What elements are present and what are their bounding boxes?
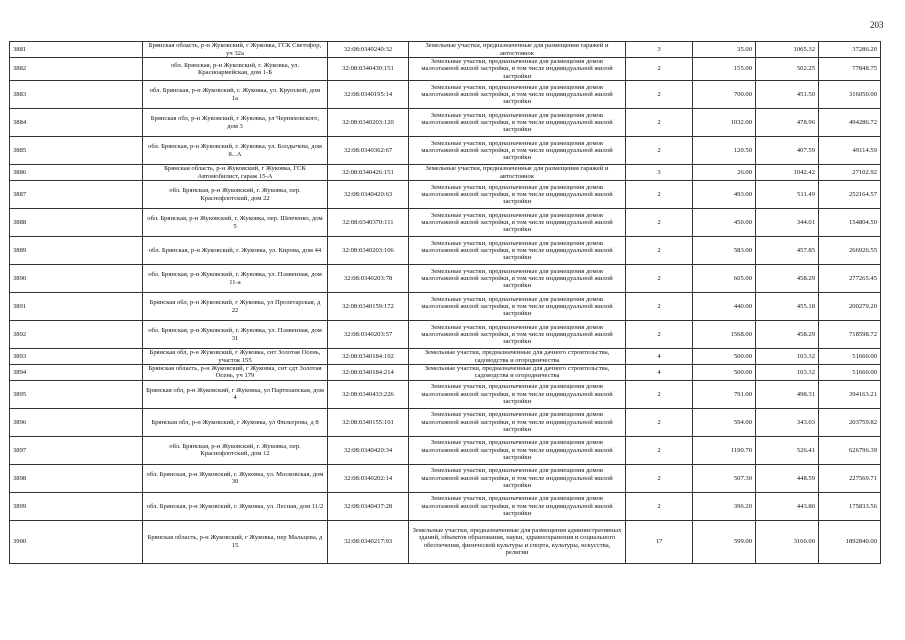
use-group-code-cell: 17 [626,520,693,563]
area-cell: 507.30 [693,464,756,492]
land-registry-table [9,41,881,564]
unit-value-cell: 498.31 [756,380,819,408]
cadastral-number-cell: 32:08:0340240:32 [328,42,409,58]
cadastral-number-cell: 32:08:0340195:14 [328,81,409,109]
area-cell: 791.00 [693,380,756,408]
table-row [10,181,881,209]
use-group-code-cell: 2 [626,209,693,237]
use-group-code-cell: 2 [626,492,693,520]
row-number-cell: 3883 [10,81,143,109]
table-row [10,408,881,436]
unit-value-cell: 451.50 [756,81,819,109]
row-number-cell: 3884 [10,109,143,137]
address-cell: обл. Брянская, р-н Жуковский, г. Жуковка, пер. Краснофлотский, дом 12 [143,436,328,464]
area-cell: 605.00 [693,265,756,293]
use-group-code-cell: 2 [626,237,693,265]
cadastral-value-cell: 494286.72 [819,109,881,137]
cadastral-value-cell: 200279.20 [819,293,881,321]
area-cell: 35.00 [693,42,756,58]
area-cell: 1568.00 [693,321,756,349]
cadastral-value-cell: 266926.55 [819,237,881,265]
unit-value-cell: 478.96 [756,109,819,137]
area-cell: 155.00 [693,58,756,81]
cadastral-value-cell: 154804.50 [819,209,881,237]
area-cell: 440.00 [693,293,756,321]
table-row [10,42,881,58]
area-cell: 1032.00 [693,109,756,137]
cadastral-number-cell: 32:08:0340426:151 [328,165,409,181]
permitted-use-cell: Земельные участки, предназначенные для размещения домов малоэтажной жилой застройки, в том числе индивидуальной жилой застройки [409,492,626,520]
permitted-use-cell: Земельные участки, предназначенные для размещения домов малоэтажной жилой застройки, в том числе индивидуальной жилой застройки [409,436,626,464]
permitted-use-cell: Земельные участки, предназначенные для размещения домов малоэтажной жилой застройки, в том числе индивидуальной жилой застройки [409,237,626,265]
permitted-use-cell: Земельные участки, предназначенные для размещения домов малоэтажной жилой застройки, в том числе индивидуальной жилой застройки [409,58,626,81]
cadastral-value-cell: 37286.20 [819,42,881,58]
cadastral-value-cell: 27102.92 [819,165,881,181]
unit-value-cell: 343.03 [756,408,819,436]
unit-value-cell: 457.85 [756,237,819,265]
cadastral-value-cell: 1892840.00 [819,520,881,563]
area-cell: 26.00 [693,165,756,181]
table-row [10,436,881,464]
table-row [10,520,881,563]
row-number-cell: 3893 [10,349,143,365]
row-number-cell: 3897 [10,436,143,464]
address-cell: Брянская обл, р-н Жуковский, г Жуковка, ул Фильтрова, д 8 [143,408,328,436]
address-cell: Брянская область, р-н Жуковский, г Жуковка, пер Мальцева, д 15 [143,520,328,563]
area-cell: 599.00 [693,520,756,563]
address-cell: Брянская обл, р-н Жуковский, г Жуковка, ул Партизанская, дом 4 [143,380,328,408]
area-cell: 450.00 [693,209,756,237]
cadastral-number-cell: 32:08:0340420:34 [328,436,409,464]
permitted-use-cell: Земельные участки, предназначенные для размещения домов малоэтажной жилой застройки, в том числе индивидуальной жилой застройки [409,321,626,349]
table-row [10,209,881,237]
permitted-use-cell: Земельные участки, предназначенные для размещения домов малоэтажной жилой застройки, в том числе индивидуальной жилой застройки [409,293,626,321]
use-group-code-cell: 2 [626,321,693,349]
page-number: 203 [870,20,884,30]
cadastral-number-cell: 32:08:0340203:120 [328,109,409,137]
row-number-cell: 3882 [10,58,143,81]
permitted-use-cell: Земельные участки, предназначенные для размещения домов малоэтажной жилой застройки, в том числе индивидуальной жилой застройки [409,109,626,137]
permitted-use-cell: Земельные участки, предназначенные для размещения домов малоэтажной жилой застройки, в том числе индивидуальной жилой застройки [409,408,626,436]
cadastral-number-cell: 32:08:0340370:111 [328,209,409,237]
cadastral-number-cell: 32:08:0340203:78 [328,265,409,293]
table-row [10,380,881,408]
unit-value-cell: 443.80 [756,492,819,520]
use-group-code-cell: 3 [626,165,693,181]
address-cell: обл. Брянская, р-н Жуковский, г. Жуковка, ул. Кирова, дом 44 [143,237,328,265]
use-group-code-cell: 2 [626,81,693,109]
use-group-code-cell: 4 [626,349,693,365]
use-group-code-cell: 2 [626,464,693,492]
permitted-use-cell: Земельные участки, предназначенные для размещения гаражей и автостоянок [409,42,626,58]
address-cell: обл. Брянская, р-н Жуковский, г. Жуковка, пер. Краснофлотский, дом 22 [143,181,328,209]
cadastral-value-cell: 394163.21 [819,380,881,408]
address-cell: обл. Брянская, р-н Жуковский, г. Жуковка, ул. Болдычева, дом 8...А [143,137,328,165]
row-number-cell: 3891 [10,293,143,321]
use-group-code-cell: 2 [626,181,693,209]
area-cell: 700.00 [693,81,756,109]
unit-value-cell: 458.29 [756,321,819,349]
cadastral-number-cell: 32:08:0340184:214 [328,365,409,381]
address-cell: обл. Брянская, р-н Жуковский, г. Жуковка, ул. Крупской, дом 1а [143,81,328,109]
cadastral-value-cell: 277265.45 [819,265,881,293]
table-row [10,81,881,109]
address-cell: Брянская обл, р-н Жуковский, г Жуковка, ул Черняховского, дом 3 [143,109,328,137]
table-row [10,321,881,349]
cadastral-value-cell: 252164.57 [819,181,881,209]
table-row [10,464,881,492]
address-cell: Брянская обл, р-н Жуковский, г Жуковка, снт Золотая Осень, участок 155 [143,349,328,365]
cadastral-value-cell: 316050.00 [819,81,881,109]
area-cell: 594.00 [693,408,756,436]
unit-value-cell: 455.18 [756,293,819,321]
area-cell: 1190.70 [693,436,756,464]
table-row [10,137,881,165]
unit-value-cell: 103.32 [756,349,819,365]
table-row [10,109,881,137]
cadastral-number-cell: 32:08:0340362:67 [328,137,409,165]
permitted-use-cell: Земельные участки, предназначенные для размещения гаражей и автостоянок [409,165,626,181]
cadastral-number-cell: 32:08:0340159:172 [328,293,409,321]
address-cell: обл. Брянская, р-н Жуковский, г. Жуковка, пер. Шевченко, дом 5 [143,209,328,237]
area-cell: 500.00 [693,365,756,381]
use-group-code-cell: 2 [626,408,693,436]
use-group-code-cell: 2 [626,293,693,321]
row-number-cell: 3881 [10,42,143,58]
row-number-cell: 3889 [10,237,143,265]
cadastral-value-cell: 175833.56 [819,492,881,520]
cadastral-number-cell: 32:08:0340433:226 [328,380,409,408]
row-number-cell: 3898 [10,464,143,492]
row-number-cell: 3900 [10,520,143,563]
address-cell: обл. Брянская, р-н Жуковский, г. Жуковка, ул. Плавенная, дом 31 [143,321,328,349]
unit-value-cell: 458.29 [756,265,819,293]
cadastral-number-cell: 32:08:0340155:101 [328,408,409,436]
permitted-use-cell: Земельные участки, предназначенные для размещения домов малоэтажной жилой застройки, в том числе индивидуальной жилой застройки [409,181,626,209]
address-cell: Брянская область, р-н Жуковский, г Жуковка, ГСК Светофор, уч 32а [143,42,328,58]
cadastral-number-cell: 32:08:0340203:57 [328,321,409,349]
unit-value-cell: 511.49 [756,181,819,209]
cadastral-value-cell: 227569.71 [819,464,881,492]
cadastral-number-cell: 32:08:0340437:28 [328,492,409,520]
row-number-cell: 3892 [10,321,143,349]
unit-value-cell: 1042.42 [756,165,819,181]
unit-value-cell: 526.41 [756,436,819,464]
use-group-code-cell: 2 [626,137,693,165]
cadastral-number-cell: 32:08:0340203:106 [328,237,409,265]
table-row [10,349,881,365]
use-group-code-cell: 4 [626,365,693,381]
area-cell: 500.00 [693,349,756,365]
table-row [10,265,881,293]
permitted-use-cell: Земельные участки, предназначенные для размещения административных зданий, объектов образования, науки, здравоохранения и социального обеспечения, физической культуры и спорта, культуры, искусства, религии [409,520,626,563]
table-row [10,237,881,265]
address-cell: обл. Брянская, р-н Жуковский, г. Жуковка, ул. Московская, дом 30 [143,464,328,492]
table-row [10,165,881,181]
address-cell: Брянская область, р-н Жуковский, г Жуковка, ГСК Автомобилист, гараж 15-А [143,165,328,181]
cadastral-number-cell: 32:08:0340420:63 [328,181,409,209]
cadastral-number-cell: 32:08:0340184:192 [328,349,409,365]
cadastral-value-cell: 51660.00 [819,365,881,381]
unit-value-cell: 103.32 [756,365,819,381]
cadastral-number-cell: 32:08:0340202:14 [328,464,409,492]
row-number-cell: 3890 [10,265,143,293]
row-number-cell: 3896 [10,408,143,436]
row-number-cell: 3888 [10,209,143,237]
area-cell: 493.00 [693,181,756,209]
permitted-use-cell: Земельные участки, предназначенные для дачного строительства, садоводства и огородничества [409,365,626,381]
unit-value-cell: 502.25 [756,58,819,81]
row-number-cell: 3894 [10,365,143,381]
cadastral-value-cell: 51660.00 [819,349,881,365]
permitted-use-cell: Земельные участки, предназначенные для размещения домов малоэтажной жилой застройки, в том числе индивидуальной жилой застройки [409,464,626,492]
cadastral-value-cell: 718598.72 [819,321,881,349]
address-cell: Брянская обл, р-н Жуковский, г Жуковка, ул Пролетарская, д 22 [143,293,328,321]
table-row [10,293,881,321]
area-cell: 396.20 [693,492,756,520]
use-group-code-cell: 2 [626,265,693,293]
permitted-use-cell: Земельные участки, предназначенные для размещения домов малоэтажной жилой застройки, в том числе индивидуальной жилой застройки [409,137,626,165]
address-cell: обл. Брянская, р-н Жуковский, г. Жуковка, ул. Лесная, дом 11/2 [143,492,328,520]
use-group-code-cell: 2 [626,436,693,464]
unit-value-cell: 1065.32 [756,42,819,58]
unit-value-cell: 3160.00 [756,520,819,563]
permitted-use-cell: Земельные участки, предназначенные для дачного строительства, садоводства и огородничества [409,349,626,365]
unit-value-cell: 344.01 [756,209,819,237]
use-group-code-cell: 2 [626,109,693,137]
row-number-cell: 3885 [10,137,143,165]
cadastral-value-cell: 203759.82 [819,408,881,436]
table-row [10,365,881,381]
permitted-use-cell: Земельные участки, предназначенные для размещения домов малоэтажной жилой застройки, в том числе индивидуальной жилой застройки [409,209,626,237]
permitted-use-cell: Земельные участки, предназначенные для размещения домов малоэтажной жилой застройки, в том числе индивидуальной жилой застройки [409,380,626,408]
area-cell: 583.00 [693,237,756,265]
use-group-code-cell: 2 [626,58,693,81]
permitted-use-cell: Земельные участки, предназначенные для размещения домов малоэтажной жилой застройки, в том числе индивидуальной жилой застройки [409,81,626,109]
permitted-use-cell: Земельные участки, предназначенные для размещения домов малоэтажной жилой застройки, в том числе индивидуальной жилой застройки [409,265,626,293]
address-cell: обл. Брянская, р-н Жуковский, г. Жуковка, ул. Красноармейская, дом 1-Б [143,58,328,81]
cadastral-number-cell: 32:08:0340217:93 [328,520,409,563]
use-group-code-cell: 2 [626,380,693,408]
cadastral-value-cell: 626796.39 [819,436,881,464]
row-number-cell: 3886 [10,165,143,181]
row-number-cell: 3899 [10,492,143,520]
address-cell: обл. Брянская, р-н Жуковский, г. Жуковка, ул. Плавенная, дом 11-а [143,265,328,293]
cadastral-value-cell: 77848.75 [819,58,881,81]
use-group-code-cell: 3 [626,42,693,58]
row-number-cell: 3887 [10,181,143,209]
address-cell: Брянская область, р-н Жуковский, г Жуковка, снт сдт Золотая Осень, уч 179 [143,365,328,381]
unit-value-cell: 448.59 [756,464,819,492]
table-row [10,492,881,520]
row-number-cell: 3895 [10,380,143,408]
cadastral-number-cell: 32:08:0340430:151 [328,58,409,81]
table-row [10,58,881,81]
area-cell: 120.50 [693,137,756,165]
cadastral-value-cell: 49114.59 [819,137,881,165]
unit-value-cell: 407.59 [756,137,819,165]
